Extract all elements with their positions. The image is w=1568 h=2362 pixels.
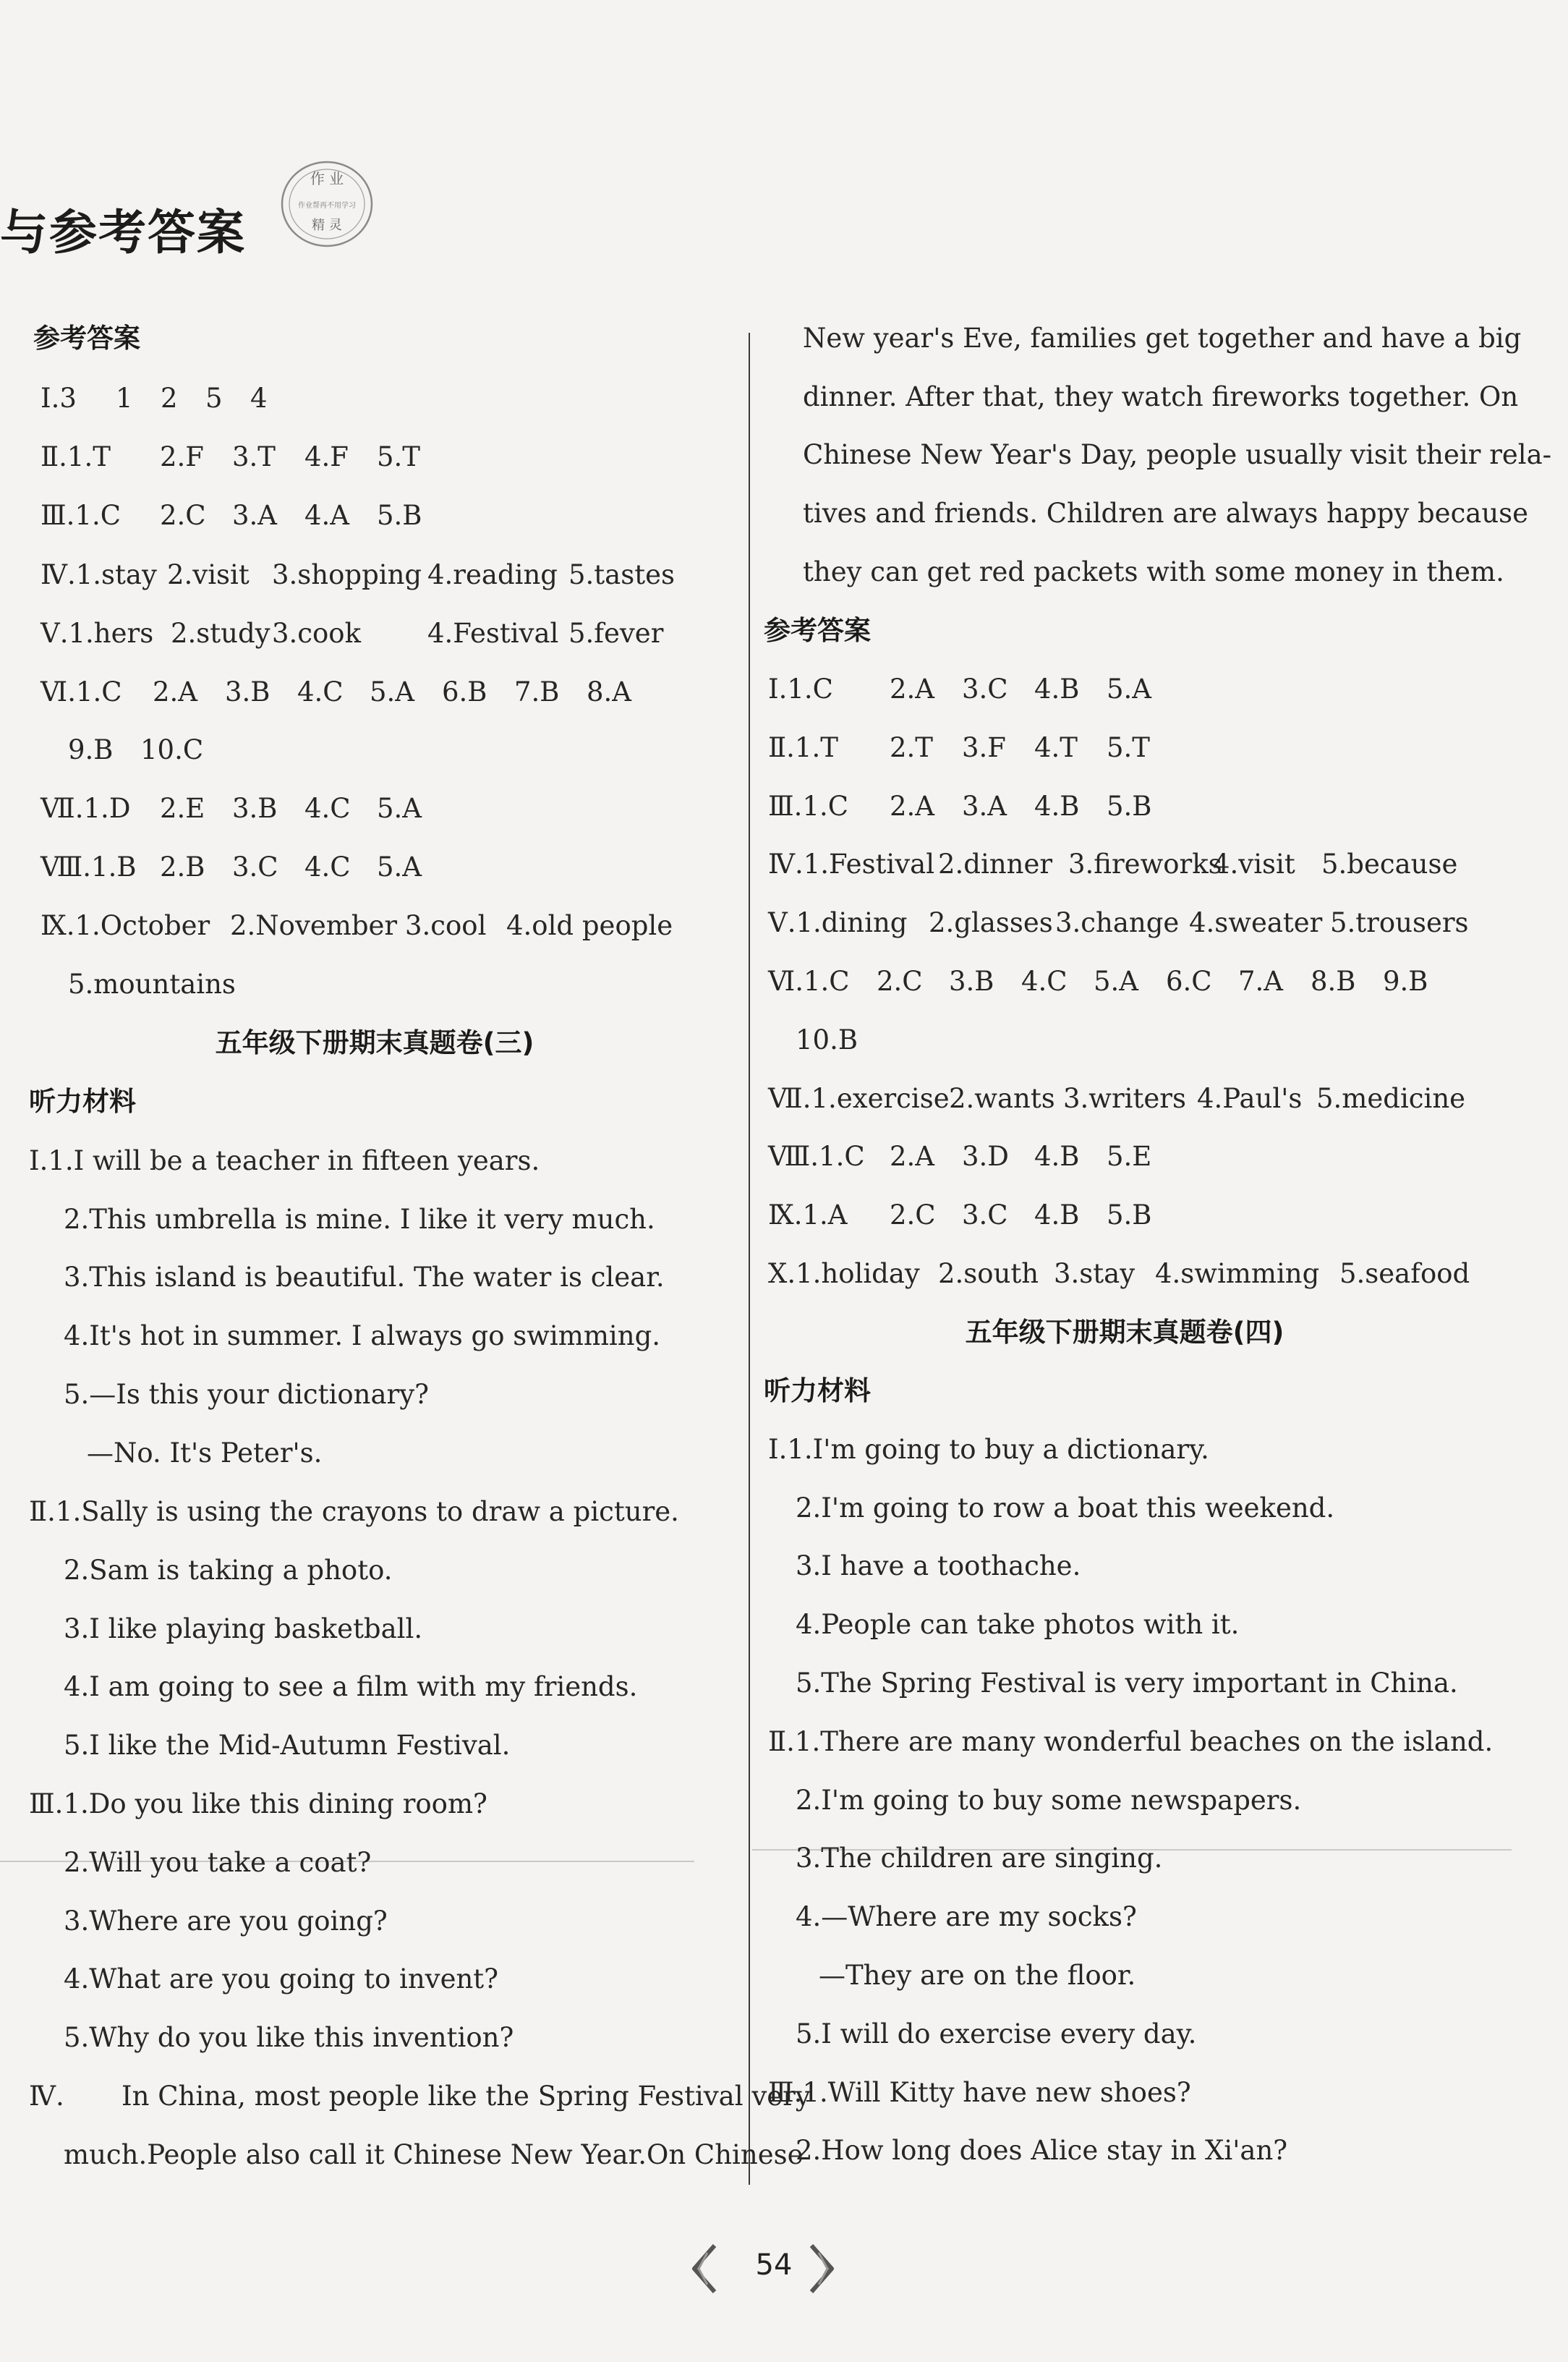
listening-line: 3.I like playing basketball. <box>64 1613 423 1644</box>
listening-heading: 听力材料 <box>764 1375 871 1406</box>
answers-heading: 参考答案 <box>33 323 140 354</box>
answer-row: 5.mountains <box>68 969 236 1000</box>
answer-row: Ⅸ.1.October 2.November 3.cool 4.old people <box>41 910 673 941</box>
answer-row: Ⅴ.1.dining 2.glasses3.change 4.sweater 5.trousers <box>768 907 1469 938</box>
exam-title: 五年级下册期末真题卷(三) <box>215 1027 534 1058</box>
svg-text:精 灵: 精 灵 <box>312 218 342 233</box>
listening-line: Ⅲ.1.Do you like this dining room? <box>29 1788 487 1819</box>
answer-row: Ⅱ.1.T 2.F 3.T 4.F 5.T <box>41 441 420 472</box>
listening-line: 4.I am going to see a film with my friends. <box>64 1671 638 1702</box>
listening-line: —They are on the floor. <box>819 1960 1136 1991</box>
answer-row: Ⅶ.1.exercise2.wants 3.writers 4.Paul's 5.medicine <box>768 1083 1466 1114</box>
svg-text:作业帮再不用学习: 作业帮再不用学习 <box>298 202 356 210</box>
listening-line: 5.Why do you like this invention? <box>64 2022 514 2053</box>
listening-line: 3.This island is beautiful. The water is clear. <box>64 1262 665 1293</box>
section-label: Ⅳ. <box>29 2081 64 2112</box>
listening-line: 2.I'm going to row a boat this weekend. <box>796 1492 1335 1524</box>
answer-row: Ⅷ.1.C 2.A 3.D 4.B 5.E <box>768 1141 1152 1172</box>
answer-row: Ⅳ.1.stay 2.visit 3.shopping 4.reading 5.tastes <box>41 559 675 590</box>
answers-heading: 参考答案 <box>764 615 871 646</box>
listening-line: 4.People can take photos with it. <box>796 1609 1240 1640</box>
passage-line: tives and friends. Children are always happy because <box>803 498 1529 529</box>
listening-line: 2.Will you take a coat? <box>64 1847 372 1878</box>
stamp-logo <box>276 153 378 255</box>
passage-line: dinner. After that, they watch fireworks together. On <box>803 381 1519 412</box>
right-column <box>759 311 1552 2170</box>
page-title: 与参考答案 <box>0 205 246 260</box>
answer-row: Ⅰ.1.C 2.A 3.C 4.B 5.A <box>768 674 1152 705</box>
answer-row: Ⅳ.1.Festival 2.dinner 3.fireworks4.visit 5.because <box>768 849 1458 880</box>
chevron-left-icon <box>686 2240 722 2298</box>
listening-line: 4.—Where are my socks? <box>796 1901 1137 1932</box>
answer-row: Ⅲ.1.C 2.A 3.A 4.B 5.B <box>768 791 1152 822</box>
listening-line: 5.I will do exercise every day. <box>796 2018 1197 2049</box>
listening-line: 2.I'm going to buy some newspapers. <box>796 1785 1302 1816</box>
listening-line: Ⅲ.1.Will Kitty have new shoes? <box>768 2077 1191 2108</box>
listening-line: Ⅱ.1.There are many wonderful beaches on the island. <box>768 1726 1494 1757</box>
listening-line: 2.How long does Alice stay in Xi'an? <box>796 2135 1288 2166</box>
exam-title: 五年级下册期末真题卷(四) <box>965 1317 1284 1348</box>
answer-row: Ⅵ.1.C 2.C 3.B 4.C 5.A 6.C 7.A 8.B 9.B <box>768 966 1428 997</box>
passage-line: much.People also call it Chinese New Year.On Chinese <box>64 2139 804 2170</box>
left-column <box>20 311 811 2170</box>
listening-line: 5.—Is this your dictionary? <box>64 1379 429 1410</box>
answer-row: Ⅱ.1.T 2.T 3.F 4.T 5.T <box>768 732 1150 763</box>
answer-row: Ⅸ.1.A 2.C 3.C 4.B 5.B <box>768 1199 1152 1231</box>
listening-line: 3.Where are you going? <box>64 1906 388 1937</box>
listening-heading: 听力材料 <box>29 1086 136 1117</box>
chevron-right-icon <box>804 2240 840 2298</box>
answer-row: Ⅹ.1.holiday 2.south 3.stay 4.swimming 5.seafood <box>768 1258 1470 1289</box>
listening-line: 4.It's hot in summer. I always go swimming. <box>64 1320 661 1351</box>
answer-row: 9.B 10.C <box>68 734 204 765</box>
passage-line: Chinese New Year's Day, people usually visit their rela- <box>803 439 1552 470</box>
listening-line: 3.The children are singing. <box>796 1843 1163 1874</box>
listening-line: Ⅰ.1.I'm going to buy a dictionary. <box>768 1434 1209 1465</box>
answer-row: Ⅵ.1.C 2.A 3.B 4.C 5.A 6.B 7.B 8.A <box>41 676 632 708</box>
listening-line: 5.I like the Mid-Autumn Festival. <box>64 1730 511 1761</box>
passage-line: they can get red packets with some money in them. <box>803 556 1504 587</box>
column-divider <box>749 333 750 2185</box>
listening-line: Ⅰ.1.I will be a teacher in fifteen years. <box>29 1145 540 1176</box>
listening-line: Ⅱ.1.Sally is using the crayons to draw a picture. <box>29 1496 679 1527</box>
svg-text:作 业: 作 业 <box>310 170 344 187</box>
listening-line: 4.What are you going to invent? <box>64 1963 498 1994</box>
passage-line: New year's Eve, families get together and have a big <box>803 323 1522 354</box>
answer-row: Ⅲ.1.C 2.C 3.A 4.A 5.B <box>41 500 422 531</box>
answer-row: Ⅰ.3 1 2 5 4 <box>41 383 268 414</box>
passage-line: In China, most people like the Spring Festival very <box>122 2081 811 2112</box>
listening-line: 5.The Spring Festival is very important in China. <box>796 1668 1458 1699</box>
answer-row: Ⅶ.1.D 2.E 3.B 4.C 5.A <box>41 793 422 824</box>
listening-line: 2.Sam is taking a photo. <box>64 1555 393 1586</box>
listening-line: —No. It's Peter's. <box>87 1437 323 1469</box>
answer-row: Ⅴ.1.hers 2.study3.cook 4.Festival 5.fever <box>41 618 664 649</box>
listening-line: 2.This umbrella is mine. I like it very much. <box>64 1204 655 1235</box>
answer-row: Ⅷ.1.B 2.B 3.C 4.C 5.A <box>41 851 422 883</box>
page-number: 54 <box>755 2248 793 2282</box>
answer-row: 10.B <box>796 1024 858 1055</box>
listening-line: 3.I have a toothache. <box>796 1550 1081 1581</box>
